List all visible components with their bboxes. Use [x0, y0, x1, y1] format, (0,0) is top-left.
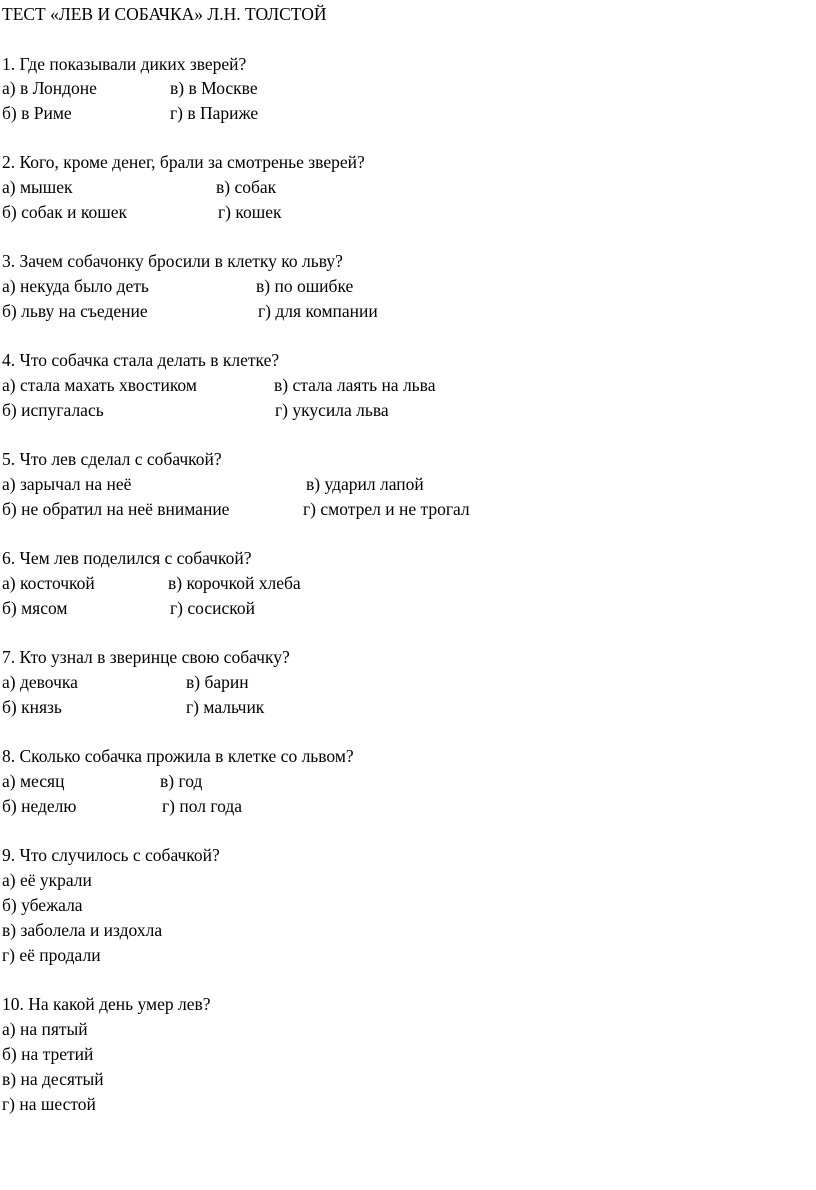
- option-b: б) мясом: [2, 598, 68, 618]
- option-a: а) косточкой: [2, 573, 95, 593]
- option-a: а) девочка: [2, 672, 78, 692]
- answer-row: [2, 771, 203, 791]
- option-v: в) в Москве: [170, 78, 258, 98]
- question-5: 5. Что лев сделал с собачкой?: [2, 449, 222, 469]
- option-g: г) для компании: [258, 301, 378, 321]
- answer-row: [2, 400, 389, 420]
- answer-row: [2, 78, 258, 98]
- option-g: г) пол года: [162, 796, 243, 816]
- option-b: б) льву на съедение: [2, 301, 148, 321]
- option-v: в) по ошибке: [256, 276, 354, 296]
- option-g: г) на шестой: [2, 1094, 96, 1114]
- answer-row: [2, 573, 301, 593]
- option-g: г) кошек: [218, 202, 282, 222]
- option-g: г) в Париже: [170, 103, 259, 123]
- answer-row: [2, 598, 255, 618]
- answer-row: [2, 796, 243, 816]
- option-b: б) неделю: [2, 796, 77, 816]
- question-8: 8. Сколько собачка прожила в клетке со львом?: [2, 746, 354, 766]
- option-v: в) стала лаять на льва: [274, 375, 436, 395]
- option-a: а) месяц: [2, 771, 65, 791]
- option-a: а) в Лондоне: [2, 78, 97, 98]
- option-g: г) мальчик: [186, 697, 265, 717]
- question-1: 1. Где показывали диких зверей?: [2, 54, 247, 74]
- option-v: в) собак: [216, 177, 277, 197]
- question-10: 10. На какой день умер лев?: [2, 994, 211, 1014]
- option-b: б) на третий: [2, 1044, 94, 1064]
- option-v: в) год: [160, 771, 203, 791]
- question-4: 4. Что собачка стала делать в клетке?: [2, 350, 280, 370]
- answer-row: [2, 177, 277, 197]
- option-g: г) укусила льва: [275, 400, 389, 420]
- answer-row: [2, 672, 249, 692]
- option-b: б) не обратил на неё внимание: [2, 499, 230, 519]
- option-b: б) испугалась: [2, 400, 104, 420]
- option-a: а) на пятый: [2, 1019, 88, 1039]
- option-a: а) стала махать хвостиком: [2, 375, 197, 395]
- option-b: б) собак и кошек: [2, 202, 128, 222]
- answer-row: [2, 499, 470, 519]
- option-b: б) в Риме: [2, 103, 72, 123]
- question-9: 9. Что случилось с собачкой?: [2, 845, 220, 865]
- option-b: б) убежала: [2, 895, 83, 915]
- option-a: а) мышек: [2, 177, 73, 197]
- question-6: 6. Чем лев поделился с собачкой?: [2, 548, 252, 568]
- question-2: 2. Кого, кроме денег, брали за смотренье зверей?: [2, 152, 365, 172]
- question-3: 3. Зачем собачонку бросили в клетку ко льву?: [2, 251, 343, 271]
- answer-row: [2, 202, 282, 222]
- answer-row: [2, 375, 436, 395]
- option-v: в) барин: [186, 672, 249, 692]
- question-7: 7. Кто узнал в зверинце свою собачку?: [2, 647, 290, 667]
- option-v: в) на десятый: [2, 1069, 104, 1089]
- option-b: б) князь: [2, 697, 62, 717]
- option-g: г) смотрел и не трогал: [303, 499, 470, 519]
- option-g: г) сосиской: [170, 598, 255, 618]
- option-v: в) заболела и издохла: [2, 920, 163, 940]
- option-g: г) её продали: [2, 945, 101, 965]
- option-a: а) некуда было деть: [2, 276, 149, 296]
- answer-row: [2, 474, 424, 494]
- answer-row: [2, 301, 378, 321]
- option-a: а) зарычал на неё: [2, 474, 132, 494]
- option-v: в) корочкой хлеба: [168, 573, 301, 593]
- option-a: а) её украли: [2, 870, 92, 890]
- answer-row: [2, 103, 259, 123]
- option-v: в) ударил лапой: [306, 474, 424, 494]
- answer-row: [2, 276, 354, 296]
- answer-row: [2, 697, 265, 717]
- page-title: ТЕСТ «ЛЕВ И СОБАЧКА» Л.Н. ТОЛСТОЙ: [2, 4, 327, 24]
